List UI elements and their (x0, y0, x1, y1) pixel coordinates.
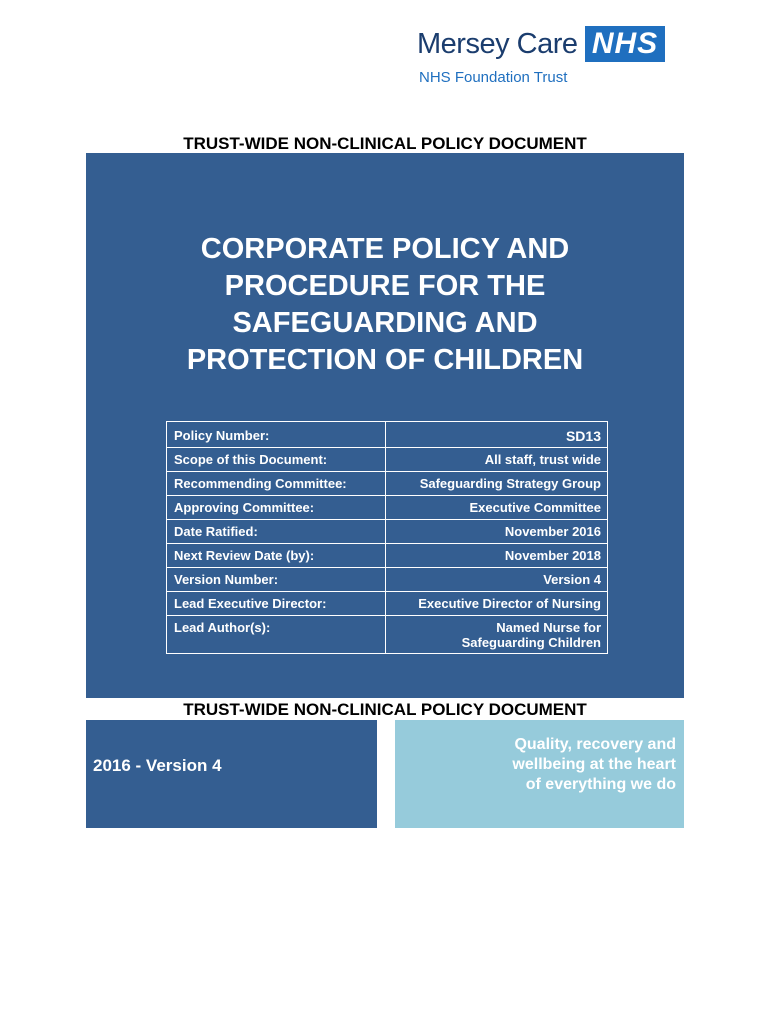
value-line: Named Nurse for (496, 620, 601, 635)
table-row (167, 568, 608, 592)
title-line: PROTECTION OF CHILDREN (186, 344, 584, 376)
label-next-review-date: Next Review Date (by): (167, 544, 386, 568)
policy-details-table (166, 421, 608, 654)
trust-logo (417, 26, 672, 90)
logo-subtitle: NHS Foundation Trust (419, 69, 568, 86)
nhs-badge: NHS (585, 26, 665, 62)
version-label: 2016 - Version 4 (93, 756, 222, 775)
value-lead-authors (386, 616, 608, 654)
label-approving-committee: Approving Committee: (167, 496, 386, 520)
table-row (167, 422, 608, 448)
document-title (86, 231, 684, 379)
table-row (167, 592, 608, 616)
label-lead-executive-director: Lead Executive Director: (167, 592, 386, 616)
table-row (167, 544, 608, 568)
value-next-review-date: November 2018 (386, 544, 608, 568)
table-row (167, 496, 608, 520)
logo-org-name: Mersey Care (417, 28, 578, 60)
title-line: SAFEGUARDING AND (232, 307, 538, 339)
value-approving-committee: Executive Committee (386, 496, 608, 520)
trust-motto (416, 735, 676, 795)
value-version-number: Version 4 (386, 568, 608, 592)
value-policy-number: SD13 (386, 422, 608, 448)
motto-line: wellbeing at the heart (512, 756, 676, 773)
value-lead-executive-director: Executive Director of Nursing (386, 592, 608, 616)
label-policy-number: Policy Number: (167, 422, 386, 448)
value-date-ratified: November 2016 (386, 520, 608, 544)
motto-panel (395, 720, 684, 828)
label-lead-authors: Lead Author(s): (167, 616, 386, 654)
value-line: Safeguarding Children (461, 635, 601, 650)
table-row (167, 472, 608, 496)
label-recommending-committee: Recommending Committee: (167, 472, 386, 496)
motto-line: Quality, recovery and (514, 736, 676, 753)
label-version-number: Version Number: (167, 568, 386, 592)
value-recommending-committee: Safeguarding Strategy Group (386, 472, 608, 496)
label-scope: Scope of this Document: (167, 448, 386, 472)
value-scope: All staff, trust wide (386, 448, 608, 472)
table-row (167, 616, 608, 654)
title-line: CORPORATE POLICY AND (200, 233, 570, 265)
cover-panel (86, 153, 684, 698)
motto-line: of everything we do (525, 776, 676, 793)
table-row (167, 448, 608, 472)
document-type-heading-top: TRUST-WIDE NON-CLINICAL POLICY DOCUMENT (183, 134, 587, 153)
document-type-heading-bottom: TRUST-WIDE NON-CLINICAL POLICY DOCUMENT (183, 700, 587, 719)
title-line: PROCEDURE FOR THE (224, 270, 546, 302)
version-panel (86, 720, 377, 828)
table-row (167, 520, 608, 544)
label-date-ratified: Date Ratified: (167, 520, 386, 544)
